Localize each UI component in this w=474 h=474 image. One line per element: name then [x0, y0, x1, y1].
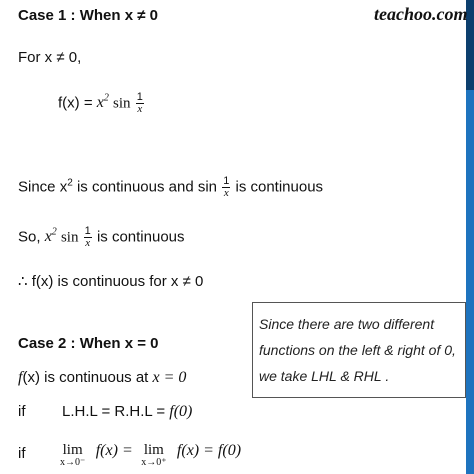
lhl-rhl-note-box	[252, 302, 466, 398]
f-symbol: f	[18, 369, 23, 386]
note-line: we take LHL & RHL .	[259, 368, 390, 384]
lhl-rhl-line	[62, 402, 192, 422]
case1-heading: Case 1 : When x ≠ 0	[18, 7, 158, 24]
since-line: Since $x^2$ is continuous and sin $\frac{1}{x}$ is continuous	[18, 175, 324, 199]
sin-label: sin	[60, 229, 79, 246]
fx-left: f(x) =	[95, 442, 133, 459]
one-over-x-fraction: $\frac{1}{x}$	[84, 225, 91, 249]
for-x-line: For x ≠ 0,	[18, 49, 82, 66]
right-limit: lim x→0⁺	[141, 442, 167, 468]
so-text: So,	[18, 228, 41, 246]
if-line-2	[18, 444, 26, 464]
one-over-x-fraction: $\frac{1}{x}$	[136, 91, 143, 115]
if-label: if	[18, 445, 26, 462]
f-of-zero: f(0)	[169, 403, 193, 420]
left-limit: lim x→0⁻	[60, 442, 86, 468]
x-squared: $x^2$	[96, 93, 109, 112]
if-label: if	[18, 403, 26, 420]
one-over-x-fraction: $\frac{1}{x}$	[223, 175, 230, 199]
if-line-1	[18, 402, 26, 422]
fx-right-equals-f0: f(x) = f(0)	[176, 442, 242, 459]
note-line: Since there are two different	[259, 316, 435, 332]
sin-label: sin	[113, 95, 131, 112]
continuous-at-text: (x) is continuous at	[22, 369, 149, 386]
fx-label: f(x) =	[58, 94, 93, 112]
case2-heading: Case 2 : When x = 0	[18, 335, 159, 352]
limit-equation	[60, 442, 241, 468]
since-text-c: is continuous	[235, 178, 324, 196]
continuous-at-line	[18, 368, 186, 388]
note-line: functions on the left & right of 0,	[259, 342, 456, 358]
fx-definition	[58, 92, 145, 115]
since-text-a: Since x	[18, 178, 68, 196]
so-text-c: is continuous	[96, 228, 185, 246]
x-equals-zero: x = 0	[152, 369, 187, 386]
therefore-line: ∴ f(x) is continuous for x ≠ 0	[18, 273, 204, 290]
teachoo-logo: teachoo.com	[374, 4, 468, 24]
so-line	[18, 226, 185, 249]
x-squared: $x^2$	[44, 227, 57, 246]
since-text-b: is continuous and sin	[76, 178, 218, 196]
lhl-rhl-text: L.H.L = R.H.L =	[62, 403, 166, 420]
